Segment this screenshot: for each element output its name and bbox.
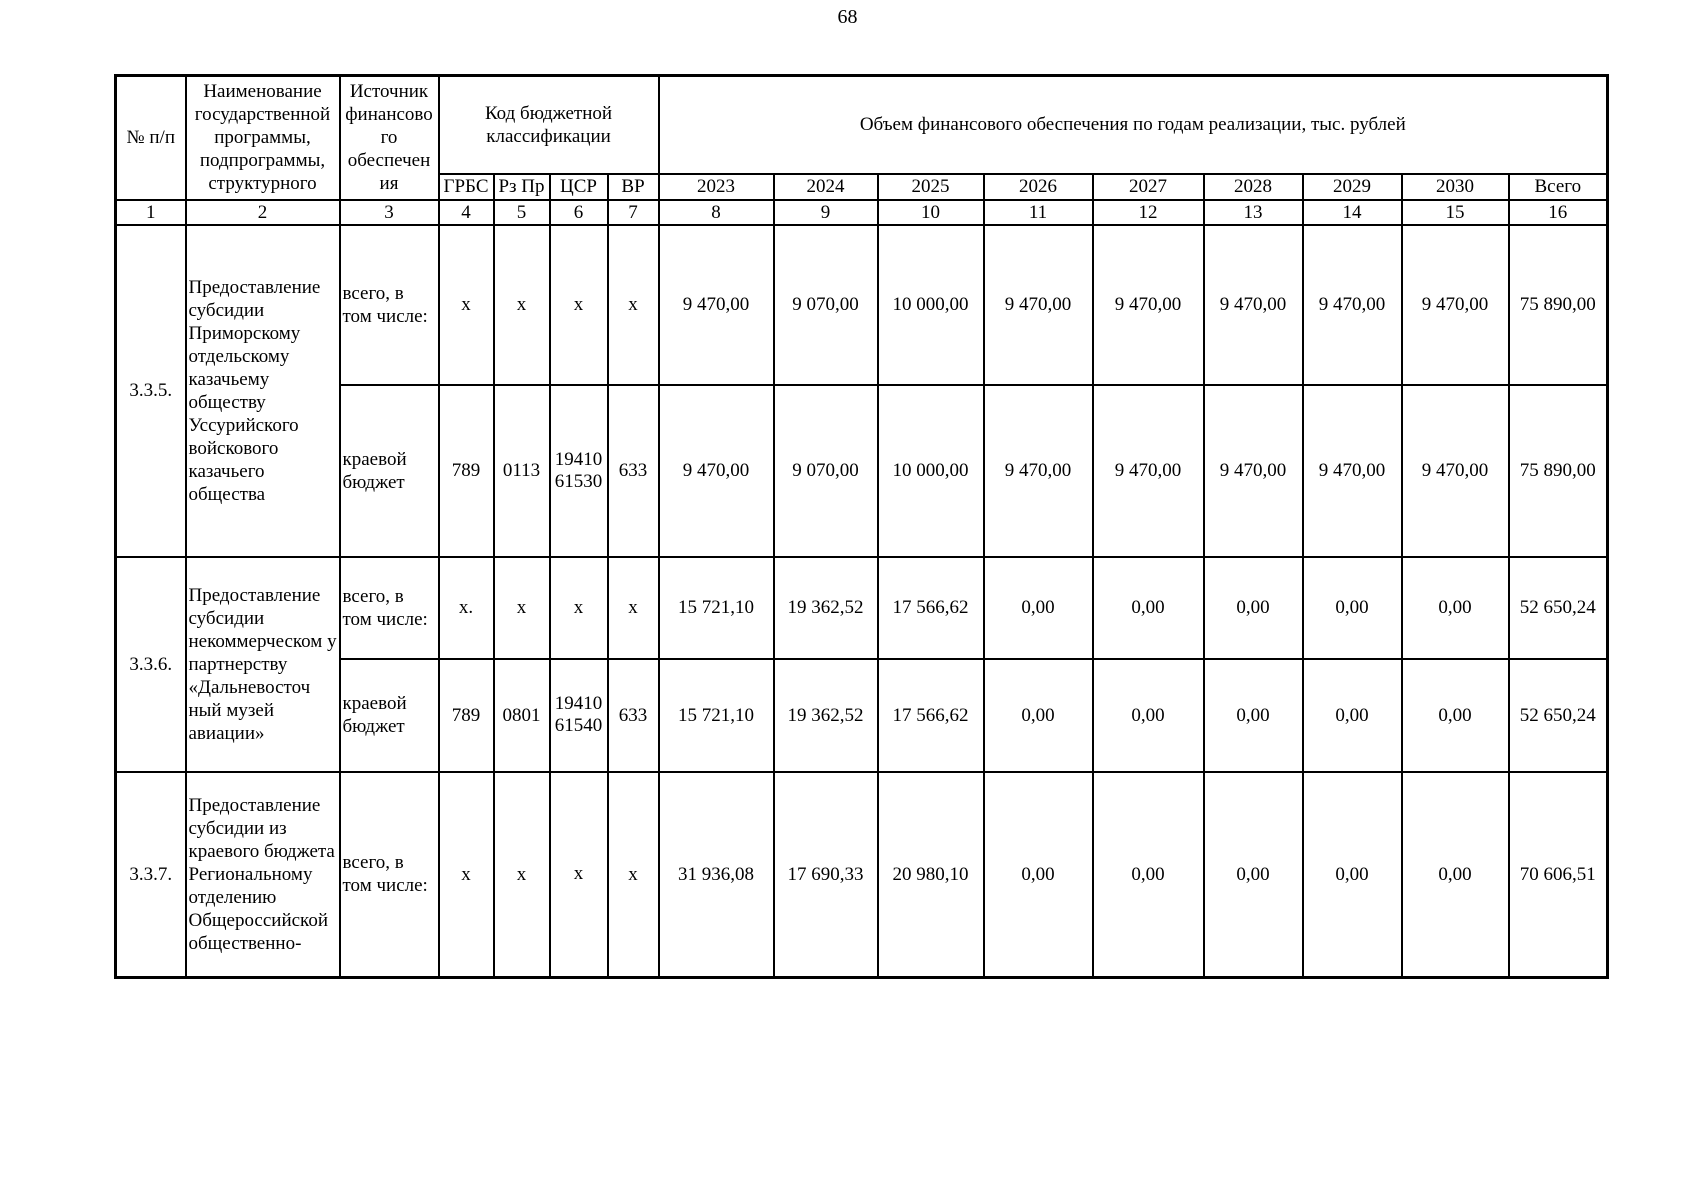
table-row [116, 225, 1608, 385]
value-cell: 17 566,62 [878, 557, 984, 659]
value-cell: 0,00 [1093, 772, 1204, 978]
value-cell: 15 721,10 [659, 557, 774, 659]
value-cell: 9 470,00 [984, 225, 1093, 385]
column-index: 9 [774, 200, 878, 225]
year-header: 2026 [984, 174, 1093, 200]
csr-part: 61530 [554, 470, 603, 492]
value-cell: 9 470,00 [1093, 225, 1204, 385]
column-index: 16 [1509, 200, 1608, 225]
year-header: 2028 [1204, 174, 1303, 200]
value-cell: 0,00 [1303, 659, 1402, 772]
column-index: 6 [550, 200, 608, 225]
year-header: 2027 [1093, 174, 1204, 200]
total-cell: 75 890,00 [1509, 385, 1608, 557]
value-cell: 0,00 [1204, 557, 1303, 659]
value-cell: 0,00 [1204, 659, 1303, 772]
table-row [116, 772, 1608, 978]
csr-part: х [573, 293, 584, 315]
column-index: 4 [439, 200, 494, 225]
rzpr-cell: х [494, 557, 550, 659]
rzpr-cell: 0801 [494, 659, 550, 772]
csr-part: 19410 [554, 693, 603, 714]
year-header: 2030 [1402, 174, 1509, 200]
column-index: 5 [494, 200, 550, 225]
csr-cell [550, 557, 608, 659]
year-header: 2029 [1303, 174, 1402, 200]
grbs-cell: х [439, 772, 494, 978]
funding-source: краевой бюджет [340, 659, 439, 772]
vr-cell: х [608, 225, 659, 385]
total-cell: 75 890,00 [1509, 225, 1608, 385]
column-index: 3 [340, 200, 439, 225]
column-index: 13 [1204, 200, 1303, 225]
value-cell: 9 470,00 [1204, 385, 1303, 557]
value-cell: 0,00 [1402, 772, 1509, 978]
row-name: Предоставление субсидии из краевого бюджета Региональному отделению Общероссийской общественно- [186, 772, 340, 978]
code-grbs-header: ГРБС [439, 174, 494, 200]
column-index: 12 [1093, 200, 1204, 225]
csr-cell [550, 772, 608, 978]
value-cell: 0,00 [1402, 557, 1509, 659]
grbs-cell: 789 [439, 659, 494, 772]
csr-part: 19410 [554, 448, 603, 470]
value-cell: 19 362,52 [774, 557, 878, 659]
value-cell: 0,00 [1204, 772, 1303, 978]
value-cell: 9 470,00 [1303, 225, 1402, 385]
value-cell: 9 470,00 [1204, 225, 1303, 385]
csr-part: х [573, 863, 584, 885]
code-rzpr-header: Рз Пр [494, 174, 550, 200]
total-cell: 70 606,51 [1509, 772, 1608, 978]
year-header: 2024 [774, 174, 878, 200]
column-index: 2 [186, 200, 340, 225]
code-csr-header: ЦСР [550, 174, 608, 200]
vr-cell: х [608, 557, 659, 659]
col-name-header: Наименование государственной программы, подпрограммы, структурного [186, 76, 340, 200]
column-index: 7 [608, 200, 659, 225]
value-cell: 17 690,33 [774, 772, 878, 978]
table-row [116, 385, 1608, 557]
column-index: 14 [1303, 200, 1402, 225]
csr-part: 61540 [554, 715, 603, 736]
grbs-cell: 789 [439, 385, 494, 557]
value-cell: 10 000,00 [878, 385, 984, 557]
value-cell: 0,00 [984, 557, 1093, 659]
rzpr-cell: 0113 [494, 385, 550, 557]
total-cell: 52 650,24 [1509, 557, 1608, 659]
value-cell: 9 470,00 [984, 385, 1093, 557]
rzpr-cell: х [494, 772, 550, 978]
value-cell: 15 721,10 [659, 659, 774, 772]
column-index: 10 [878, 200, 984, 225]
value-cell: 0,00 [1303, 772, 1402, 978]
header-row-main [116, 76, 1608, 174]
column-index-row [116, 200, 1608, 225]
value-cell: 0,00 [1303, 557, 1402, 659]
budget-table [114, 74, 1609, 979]
col-volume-header: Объем финансового обеспечения по годам реализации, тыс. рублей [659, 76, 1608, 174]
value-cell: 9 470,00 [1402, 225, 1509, 385]
code-vr-header: ВР [608, 174, 659, 200]
vr-cell: 633 [608, 659, 659, 772]
vr-cell: 633 [608, 385, 659, 557]
csr-cell [550, 385, 608, 557]
row-number: 3.3.7. [116, 772, 186, 978]
col-source-header: Источник финансово го обеспечен ия [340, 76, 439, 200]
value-cell: 9 470,00 [1402, 385, 1509, 557]
funding-source: краевой бюджет [340, 385, 439, 557]
row-number: 3.3.5. [116, 225, 186, 557]
value-cell: 10 000,00 [878, 225, 984, 385]
csr-cell [550, 659, 608, 772]
column-index: 15 [1402, 200, 1509, 225]
year-header: 2023 [659, 174, 774, 200]
table-row [116, 659, 1608, 772]
funding-source: всего, в том числе: [340, 772, 439, 978]
funding-source: всего, в том числе: [340, 225, 439, 385]
csr-cell [550, 225, 608, 385]
value-cell: 0,00 [1093, 557, 1204, 659]
grbs-cell: х [439, 225, 494, 385]
col-budget-code-header: Код бюджетной классификации [439, 76, 659, 174]
value-cell: 0,00 [1402, 659, 1509, 772]
csr-part: х [573, 596, 584, 618]
row-number: 3.3.6. [116, 557, 186, 772]
value-cell: 9 070,00 [774, 225, 878, 385]
page-number: 68 [837, 6, 858, 28]
value-cell: 17 566,62 [878, 659, 984, 772]
col-num-header: № п/п [116, 76, 186, 200]
grbs-cell: х. [439, 557, 494, 659]
value-cell: 9 470,00 [1303, 385, 1402, 557]
value-cell: 19 362,52 [774, 659, 878, 772]
value-cell: 9 070,00 [774, 385, 878, 557]
value-cell: 0,00 [984, 772, 1093, 978]
vr-cell: х [608, 772, 659, 978]
column-index: 8 [659, 200, 774, 225]
row-name: Предоставление субсидии некоммерческом у партнерству «Дальневосточ ный музей авиации» [186, 557, 340, 772]
row-name: Предоставление субсидии Приморскому отдельскому казачьему обществу Уссурийского войскового казачьего общества [186, 225, 340, 557]
funding-source: всего, в том числе: [340, 557, 439, 659]
value-cell: 20 980,10 [878, 772, 984, 978]
value-cell: 0,00 [1093, 659, 1204, 772]
value-cell: 9 470,00 [659, 385, 774, 557]
total-header: Всего [1509, 174, 1608, 200]
column-index: 11 [984, 200, 1093, 225]
total-cell: 52 650,24 [1509, 659, 1608, 772]
year-header: 2025 [878, 174, 984, 200]
value-cell: 9 470,00 [1093, 385, 1204, 557]
table-row [116, 557, 1608, 659]
value-cell: 9 470,00 [659, 225, 774, 385]
rzpr-cell: х [494, 225, 550, 385]
value-cell: 31 936,08 [659, 772, 774, 978]
column-index: 1 [116, 200, 186, 225]
value-cell: 0,00 [984, 659, 1093, 772]
